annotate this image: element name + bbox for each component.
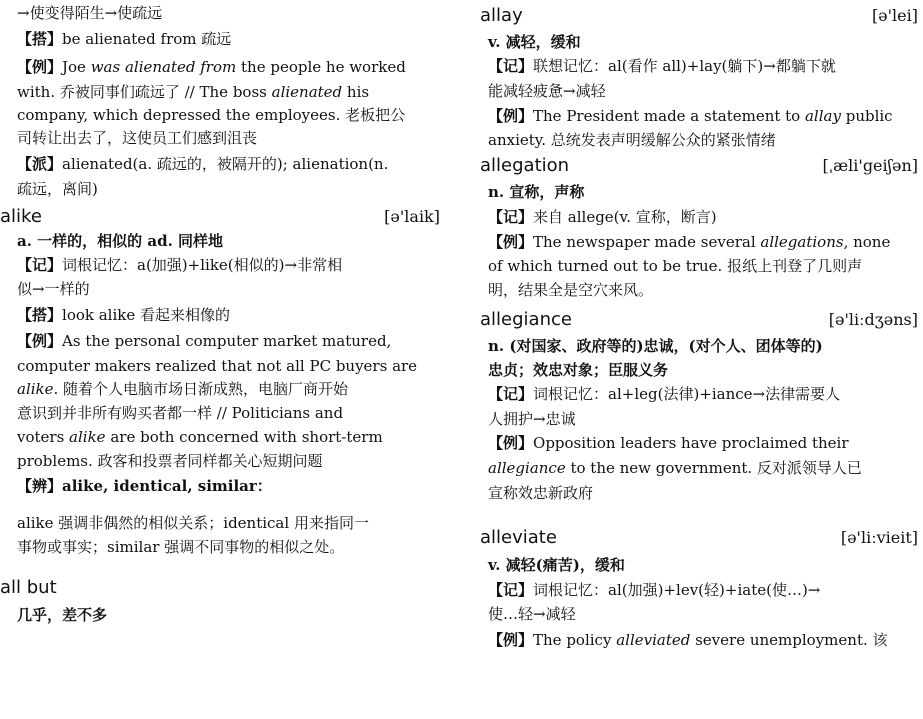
headword: alleviate bbox=[480, 527, 557, 548]
example-line: of which turned out to be true. 报纸上刊登了几则声 bbox=[488, 257, 863, 275]
example-line: problems. 政客和投票者同样都关心短期问题 bbox=[17, 452, 323, 470]
distinction-line: 【辨】alike, identical, similar： bbox=[17, 477, 272, 495]
example-line: 【例】Joe was alienated from the people he worked bbox=[17, 58, 406, 76]
collocation-line: 【搭】be alienated from 疏远 bbox=[17, 30, 232, 48]
entry-header-alleviate bbox=[480, 527, 918, 549]
entry-header-allay bbox=[480, 5, 918, 27]
collocation-line: 【搭】look alike 看起来相像的 bbox=[17, 306, 231, 324]
example-line: voters alike are both concerned with short-term bbox=[17, 428, 383, 446]
example-line: allegiance to the new government. 反对派领导人已 bbox=[488, 459, 862, 477]
headword: alike bbox=[0, 206, 42, 227]
memory-line: 人拥护→忠诚 bbox=[488, 410, 576, 428]
definition-line: a. 一样的，相似的 ad. 同样地 bbox=[17, 232, 224, 250]
phonetic: [ə'liːvieit] bbox=[840, 528, 918, 547]
example-line: company, which depressed the employees. 老板把公 bbox=[17, 106, 406, 124]
definition-line: n. (对国家、政府等的)忠诚，(对个人、团体等的) bbox=[488, 337, 823, 355]
definition-line: v. 减轻，缓和 bbox=[488, 33, 581, 51]
example-line: anxiety. 总统发表声明缓解公众的紧张情绪 bbox=[488, 131, 776, 149]
example-line: 【例】As the personal computer market matured, bbox=[17, 332, 392, 350]
memory-line: 【记】来自 allege(v. 宣称，断言) bbox=[488, 208, 717, 226]
example-line: 【例】The newspaper made several allegations, none bbox=[488, 233, 891, 251]
phonetic: [ˌæli'geiʃən] bbox=[822, 156, 918, 175]
headword: allay bbox=[480, 5, 523, 26]
example-line: 意识到并非所有购买者都一样 // Politicians and bbox=[17, 404, 344, 422]
definition-line: v. 减轻(痛苦)，缓和 bbox=[488, 556, 625, 574]
distinction-line: 事物或事实；similar 强调不同事物的相似之处。 bbox=[17, 538, 345, 556]
example-line: 【例】The President made a statement to allay public bbox=[488, 107, 893, 125]
memory-line: 【记】联想记忆：al(看作 all)+lay(躺下)→都躺下就 bbox=[488, 57, 836, 75]
example-line: 司转让出去了，这使员工们感到沮丧 bbox=[17, 129, 258, 147]
entry-header-alike bbox=[0, 206, 440, 228]
entry-header-allegation bbox=[480, 155, 918, 177]
headword: all but bbox=[0, 577, 57, 598]
definition-line: 忠贞；效忠对象；臣服义务 bbox=[488, 361, 669, 379]
example-line: 宣称效忠新政府 bbox=[488, 484, 594, 502]
distinction-line: alike 强调非偶然的相似关系；identical 用来指同一 bbox=[17, 514, 369, 532]
memory-line: 使…轻→减轻 bbox=[488, 605, 576, 623]
example-line: computer makers realized that not all PC buyers are bbox=[17, 357, 418, 375]
entry-header-allegiance bbox=[480, 309, 918, 331]
memory-line: 似→一样的 bbox=[17, 280, 90, 298]
memory-line: 【记】词根记忆：al+leg(法律)+iance→法律需要人 bbox=[488, 385, 841, 403]
memory-line: 能减轻疲惫→减轻 bbox=[488, 82, 606, 100]
definition-line: 几乎，差不多 bbox=[17, 606, 108, 624]
example-line: 明，结果全是空穴来风。 bbox=[488, 281, 654, 299]
phonetic: [ə'liːdʒəns] bbox=[828, 310, 918, 329]
example-line: 【例】Opposition leaders have proclaimed their bbox=[488, 434, 849, 452]
headword: allegation bbox=[480, 155, 570, 176]
memory-line: 【记】词根记忆：a(加强)+like(相似的)→非常相 bbox=[17, 256, 343, 274]
example-line: with. 乔被同事们疏远了 // The boss alienated his bbox=[17, 83, 370, 101]
entry-header-all-but bbox=[0, 577, 440, 599]
derivative-line: 【派】alienated(a. 疏远的，被隔开的); alienation(n. bbox=[17, 155, 389, 173]
definition-line: n. 宣称，声称 bbox=[488, 183, 585, 201]
memory-line: 【记】词根记忆：al(加强)+lev(轻)+iate(使…)→ bbox=[488, 581, 821, 599]
example-line: alike. 随着个人电脑市场日渐成熟，电脑厂商开始 bbox=[17, 380, 349, 398]
entry-text: →使变得陌生→使疏远 bbox=[17, 4, 163, 22]
phonetic: [ə'lei] bbox=[871, 6, 918, 25]
headword: allegiance bbox=[480, 309, 572, 330]
phonetic: [ə'laik] bbox=[384, 207, 440, 226]
derivative-line: 疏远，离间) bbox=[17, 180, 98, 198]
example-line: 【例】The policy alleviated severe unemployment. 该 bbox=[488, 631, 888, 649]
